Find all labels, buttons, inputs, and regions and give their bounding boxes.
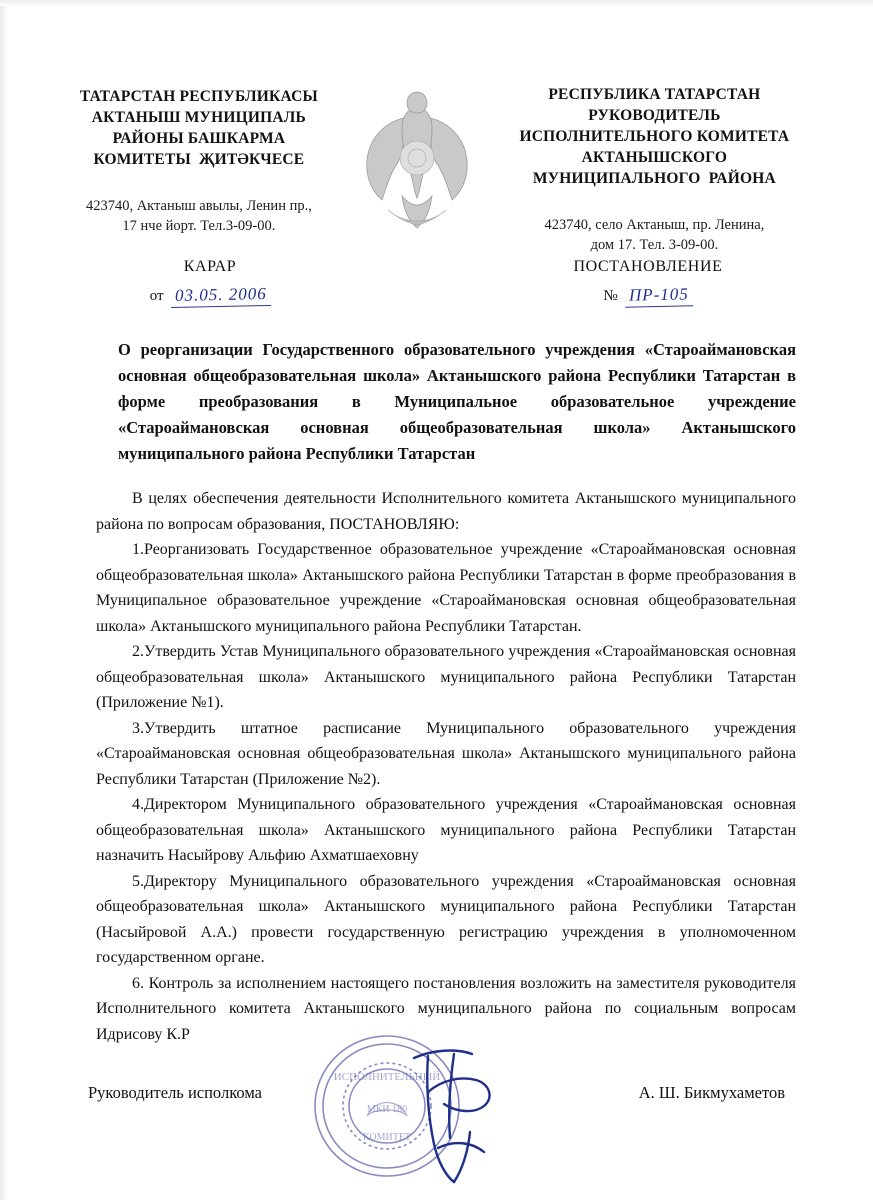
header-left-block	[56, 78, 342, 236]
header-right-title-line: ИСПОЛНИТЕЛЬНОГО КОМИТЕТА	[519, 128, 790, 145]
svg-text:ИСПОЛНИТЕЛЬНЫЙ: ИСПОЛНИТЕЛЬНЫЙ	[333, 1071, 441, 1083]
svg-text:МКИ 180: МКИ 180	[366, 1104, 408, 1115]
decree-number-row	[483, 285, 813, 307]
body-paragraph: 4.Директором Муниципального образовательного учреждения «Староаймановская основная общеобразовательная школа» Актанышского муниципального района Республики Татарстан назначить Насыйрову Альфию Ахматшаеховну	[96, 796, 796, 864]
body-paragraph: 6. Контроль за исполнением настоящего постановления возложить на заместителя руководителя Исполнительного комитета Актанышского муниципального района по социальным вопросам Идрисову К.Р	[96, 974, 796, 1043]
body-paragraph: 2.Утвердить Устав Муниципального образовательного учреждения «Староаймановская основная общеобразовательная школа» Актанышского муниципального района Республики Татарстан (Приложение №1).	[96, 643, 796, 711]
ink-signature-icon	[398, 1032, 538, 1192]
header-left-title-line: КОМИТЕТЫ ҖИТӘКЧЕСЕ	[93, 151, 305, 168]
header-right-block	[492, 78, 817, 255]
header-left-address-line: 17 нче йорт. Тел.3-09-00.	[122, 218, 276, 234]
header-left-title-line: ТАТАРСТАН РЕСПУБЛИКАСЫ	[79, 88, 318, 105]
decree-date-prefix: от	[149, 288, 164, 304]
body-paragraph: 5.Директору Муниципального образовательного учреждения «Староаймановская основная общеобразовательная школа» Актанышского муниципального района Республики Татарстан (Насыйровой А.А.) провести государственную регистрацию учреждения в уполномоченном государственном органе.	[96, 872, 796, 966]
header-left-title	[56, 86, 342, 170]
document-header	[0, 78, 873, 255]
header-right-address-line: дом 17. Тел. 3-09-00.	[590, 237, 719, 253]
body-paragraph: В целях обеспечения деятельности Исполнительного комитета Актанышского муниципального района по вопросам образования, ПОСТАНОВЛЯЮ:	[96, 490, 796, 533]
decree-left	[60, 258, 360, 307]
decree-number-handwritten: ПР-105	[625, 284, 693, 307]
body-paragraph: 3.Утвердить штатное расписание Муниципального образовательного учреждения «Староаймановская основная общеобразовательная школа» Актанышского муниципального района Республики Татарстан (Приложение №2).	[96, 719, 796, 788]
svg-text:КОМИТЕТ: КОМИТЕТ	[362, 1132, 412, 1143]
decree-line	[0, 258, 873, 307]
header-right-title-line: РЕСПУБЛИКА ТАТАРСТАН	[548, 86, 761, 103]
document-subject	[96, 337, 796, 467]
decree-word-russian: ПОСТАНОВЛЕНИЕ	[573, 258, 723, 275]
header-right-title	[492, 84, 817, 189]
signature-line	[0, 1083, 873, 1103]
header-left-address	[56, 196, 342, 236]
header-right-title-line: АКТАНЫШСКОГО	[581, 149, 728, 166]
document-subject-text: О реорганизации Государственного образовательного учреждения «Староаймановская основная общеобразовательная школа» Актанышского района Республики Татарстан в форме преобразования в Муниципальное образовательное учреждение «Староаймановская основная общеобразовательная школа» Актанышского муниципального района Республики Татарстан	[118, 340, 796, 463]
header-right-address-line: 423740, село Актаныш, пр. Ленина,	[544, 217, 765, 233]
decree-number-prefix: №	[603, 288, 618, 304]
header-left-title-line: АКТАНЫШ МУНИЦИПАЛЬ	[91, 109, 307, 126]
header-right-address	[492, 215, 817, 255]
body-paragraph: 1.Реорганизовать Государственное образовательное учреждение «Староаймановская основная общеобразовательная школа» Актанышского района Республики Татарстан в форме преобразования в Муниципальное образовательное учреждение «Староаймановская основная общеобразовательная школа» Актанышского муниципального района Республики Татарстан.	[96, 541, 796, 635]
header-right-title-line: МУНИЦИПАЛЬНОГО РАЙОНА	[532, 170, 776, 187]
round-official-stamp-icon	[305, 1028, 470, 1190]
signatory-name: А. Ш. Бикмухаметов	[638, 1083, 785, 1102]
header-left-address-line: 423740, Актаныш авылы, Ленин пр.,	[85, 198, 312, 214]
decree-word-tatar: КАРАР	[183, 258, 237, 275]
decree-date-row	[60, 285, 360, 307]
header-right-title-line: РУКОВОДИТЕЛЬ	[588, 107, 721, 124]
decree-right	[483, 258, 813, 307]
decree-date-handwritten: 03.05. 2006	[170, 284, 270, 308]
signatory-position: Руководитель исполкома	[88, 1083, 262, 1102]
coat-of-arms-icon	[342, 78, 492, 243]
scan-edge-top	[0, 0, 873, 6]
document-body	[96, 486, 796, 1047]
header-left-title-line: РАЙОНЫ БАШКАРМА	[112, 130, 286, 147]
